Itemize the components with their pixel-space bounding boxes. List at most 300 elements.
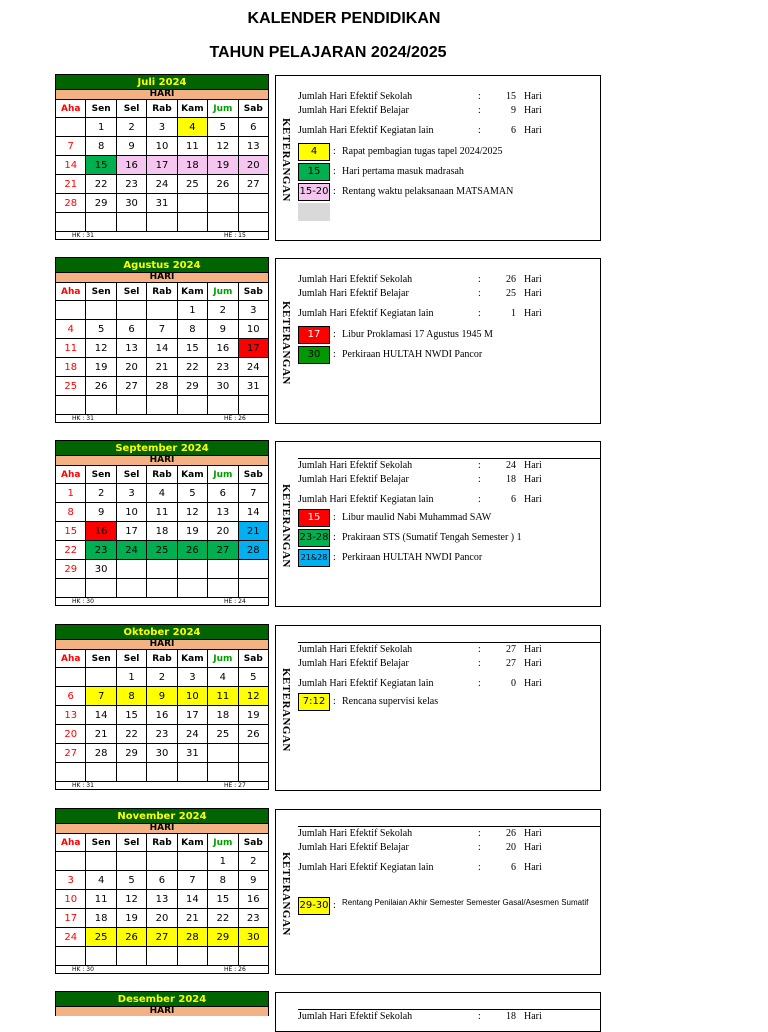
day-name: Aha [56,466,86,484]
stat-label: Jumlah Hari Efektif Belajar [298,842,409,853]
stat-label: Jumlah Hari Efektif Kegiatan lain [298,678,434,689]
date-cell [177,852,207,871]
stat-label: Jumlah Hari Efektif Sekolah [298,828,413,839]
stat-label: Jumlah Hari Efektif Sekolah [298,91,413,102]
date-cell: 16 [116,156,146,175]
date-cell: 11 [208,687,238,706]
day-name: Sab [238,650,268,668]
stat-row [298,125,578,137]
date-cell: 26 [116,928,146,947]
date-cell: 15 [208,890,238,909]
date-cell: 12 [116,890,146,909]
date-cell: 1 [208,852,238,871]
date-cell: 29 [177,377,207,396]
date-cell: 12 [238,687,268,706]
date-cell: 9 [147,687,177,706]
event-description: Perkiraan HULTAH NWDI Pancor [342,349,483,360]
date-cell: 4 [177,118,207,137]
day-name: Sel [116,834,146,852]
date-cell: 4 [208,668,238,687]
event-date-box: 21&28 [298,549,330,567]
date-cell [208,194,238,213]
stat-value: 26 [506,274,516,285]
date-cell: 20 [238,156,268,175]
date-cell: 10 [238,320,268,339]
stat-value: 18 [506,474,516,485]
stat-row [298,862,578,874]
date-cell: 17 [147,156,177,175]
date-cell [238,560,268,579]
stat-value: 24 [506,460,516,471]
date-cell [208,763,238,782]
stat-value: 9 [511,105,516,116]
day-name: Rab [147,100,177,118]
date-cell [147,396,177,415]
date-cell: 19 [238,706,268,725]
day-name: Sel [116,100,146,118]
event-date-box: 15 [298,509,330,527]
date-cell [147,560,177,579]
stat-colon: : [478,91,481,102]
event-date-box: 29-30 [298,897,330,915]
page-subtitle: TAHUN PELAJARAN 2024/2025 [209,44,447,61]
date-cell [86,852,116,871]
stat-label: Jumlah Hari Efektif Sekolah [298,274,413,285]
date-cell: 15 [116,706,146,725]
date-cell [147,213,177,232]
stat-label: Jumlah Hari Efektif Kegiatan lain [298,125,434,136]
day-name: Rab [147,834,177,852]
date-cell: 27 [147,928,177,947]
hk-count: HK : 30 [72,966,94,973]
date-cell [208,396,238,415]
day-name: Sen [86,100,116,118]
day-name: Kam [177,466,207,484]
day-name: Rab [147,650,177,668]
date-cell: 23 [208,358,238,377]
date-cell [116,301,146,320]
day-name: Jum [208,466,238,484]
day-name: Sab [238,834,268,852]
date-cell: 1 [116,668,146,687]
date-cell: 19 [208,156,238,175]
day-name: Jum [208,834,238,852]
date-cell [116,396,146,415]
date-cell [238,763,268,782]
date-cell: 8 [208,871,238,890]
date-cell [116,579,146,598]
date-cell: 21 [238,522,268,541]
date-cell: 10 [56,890,86,909]
date-cell: 17 [238,339,268,358]
date-cell [147,579,177,598]
date-cell [86,763,116,782]
stat-row [298,644,578,656]
event-date-box: 15 [298,163,330,181]
day-name: Sen [86,650,116,668]
date-cell: 21 [86,725,116,744]
stat-unit: Hari [524,842,542,853]
date-cell: 30 [208,377,238,396]
stat-value: 20 [506,842,516,853]
keterangan-label: KETERANGAN [280,668,292,752]
stat-value: 25 [506,288,516,299]
date-cell: 6 [56,687,86,706]
date-cell: 18 [177,156,207,175]
month-footer [55,598,269,606]
date-cell: 5 [238,668,268,687]
stat-value: 1 [511,308,516,319]
event-colon: : [333,166,336,177]
date-cell: 17 [116,522,146,541]
stat-unit: Hari [524,1011,542,1022]
date-cell: 15 [86,156,116,175]
date-cell [177,560,207,579]
stat-unit: Hari [524,308,542,319]
event-colon: : [333,146,336,157]
month-calendar [55,808,269,974]
month-title: Juli 2024 [55,74,269,90]
day-name: Kam [177,834,207,852]
stat-unit: Hari [524,862,542,873]
stat-value: 6 [511,125,516,136]
date-cell: 20 [147,909,177,928]
calendar-grid [55,465,269,598]
date-cell: 11 [56,339,86,358]
date-cell: 12 [177,503,207,522]
he-count: HE : 26 [224,415,246,422]
date-cell [177,947,207,966]
date-cell [238,947,268,966]
stat-colon: : [478,274,481,285]
event-colon: : [333,552,336,563]
calendar-grid [55,833,269,966]
date-cell [177,763,207,782]
date-cell: 20 [116,358,146,377]
day-name: Kam [177,283,207,301]
date-cell: 5 [177,484,207,503]
calendar-grid [55,649,269,782]
date-cell: 14 [86,706,116,725]
date-cell: 7 [86,687,116,706]
stat-row [298,658,578,670]
date-cell: 24 [147,175,177,194]
stat-unit: Hari [524,474,542,485]
stat-value: 18 [506,1011,516,1022]
date-cell: 11 [147,503,177,522]
event-colon: : [333,186,336,197]
date-cell: 3 [177,668,207,687]
date-cell: 2 [116,118,146,137]
date-cell [177,396,207,415]
event-description: Rapat pembagian tugas tapel 2024/2025 [342,146,503,157]
keterangan-label: KETERANGAN [280,118,292,202]
keterangan-panel [275,992,601,1032]
date-cell [86,213,116,232]
date-cell [116,947,146,966]
date-cell: 2 [86,484,116,503]
day-name: Jum [208,100,238,118]
date-cell: 22 [86,175,116,194]
stat-value: 6 [511,862,516,873]
stat-label: Jumlah Hari Efektif Kegiatan lain [298,862,434,873]
hari-label: HARI [55,824,269,833]
date-cell: 18 [147,522,177,541]
keterangan-panel [275,75,601,241]
calendar-grid [55,99,269,232]
date-cell [238,194,268,213]
event-colon: : [333,349,336,360]
date-cell: 2 [208,301,238,320]
date-cell [208,579,238,598]
stat-colon: : [478,828,481,839]
date-cell: 7 [56,137,86,156]
stat-colon: : [478,678,481,689]
date-cell: 18 [56,358,86,377]
calendar-grid [55,282,269,415]
date-cell: 26 [177,541,207,560]
divider [298,458,600,459]
day-name: Rab [147,283,177,301]
stat-row [298,678,578,690]
day-name: Sel [116,283,146,301]
date-cell: 6 [116,320,146,339]
date-cell: 6 [238,118,268,137]
stat-label: Jumlah Hari Efektif Belajar [298,105,409,116]
stat-label: Jumlah Hari Efektif Belajar [298,288,409,299]
date-cell: 14 [56,156,86,175]
date-cell [56,213,86,232]
day-name: Sen [86,466,116,484]
date-cell [147,301,177,320]
month-title: Agustus 2024 [55,257,269,273]
date-cell: 11 [177,137,207,156]
hari-label: HARI [55,456,269,465]
date-cell [208,947,238,966]
date-cell [177,213,207,232]
date-cell: 22 [177,358,207,377]
date-cell: 2 [238,852,268,871]
date-cell [86,301,116,320]
date-cell [177,194,207,213]
date-cell: 29 [56,560,86,579]
date-cell: 29 [208,928,238,947]
stat-row [298,494,578,506]
keterangan-panel [275,809,601,975]
date-cell: 31 [238,377,268,396]
event-description: Hari pertama masuk madrasah [342,166,464,177]
stat-row [298,274,578,286]
date-cell [147,852,177,871]
event-colon: : [333,329,336,340]
date-cell: 24 [238,358,268,377]
stat-row [298,474,578,486]
stat-value: 15 [506,91,516,102]
stat-value: 27 [506,658,516,669]
date-cell [116,852,146,871]
date-cell [56,947,86,966]
stat-unit: Hari [524,91,542,102]
stat-colon: : [478,862,481,873]
day-name: Aha [56,650,86,668]
date-cell: 26 [86,377,116,396]
date-cell: 23 [116,175,146,194]
stat-value: 26 [506,828,516,839]
month-title: Oktober 2024 [55,624,269,640]
date-cell: 3 [147,118,177,137]
stat-unit: Hari [524,105,542,116]
month-calendar [55,257,269,423]
hk-count: HK : 30 [72,598,94,605]
date-cell: 7 [238,484,268,503]
date-cell: 10 [147,137,177,156]
date-cell: 6 [147,871,177,890]
hari-label: HARI [55,640,269,649]
date-cell: 17 [177,706,207,725]
keterangan-panel [275,258,601,424]
date-cell: 9 [86,503,116,522]
event-description: Rentang Penilaian Akhir Semester Semester Gasal/Asesmen Sumatif [342,898,589,907]
day-name: Aha [56,834,86,852]
day-name: Sen [86,283,116,301]
stat-unit: Hari [524,658,542,669]
date-cell: 26 [238,725,268,744]
date-cell: 8 [116,687,146,706]
date-cell: 25 [208,725,238,744]
event-description: Prakiraan STS (Sumatif Tengah Semester ) 1 [342,532,522,543]
event-description: Rencana supervisi kelas [342,696,439,707]
date-cell: 8 [86,137,116,156]
date-cell: 17 [56,909,86,928]
date-cell: 1 [86,118,116,137]
stat-colon: : [478,460,481,471]
event-description: Perkiraan HULTAH NWDI Pancor [342,552,483,563]
day-name: Jum [208,283,238,301]
date-cell: 5 [116,871,146,890]
day-name: Sel [116,466,146,484]
stat-row [298,105,578,117]
date-cell [56,579,86,598]
date-cell: 7 [177,871,207,890]
date-cell [147,763,177,782]
date-cell [238,396,268,415]
date-cell: 14 [238,503,268,522]
month-calendar [55,991,269,1016]
event-colon: : [333,900,336,911]
date-cell: 15 [177,339,207,358]
date-cell [86,668,116,687]
date-cell: 19 [116,909,146,928]
day-name: Sab [238,283,268,301]
stat-row [298,842,578,854]
date-cell: 27 [238,175,268,194]
day-name: Sab [238,466,268,484]
date-cell: 31 [147,194,177,213]
hari-label: HARI [55,1007,269,1016]
date-cell [56,118,86,137]
event-colon: : [333,512,336,523]
date-cell: 16 [147,706,177,725]
date-cell: 23 [86,541,116,560]
date-cell: 13 [147,890,177,909]
stat-row [298,460,578,472]
stat-colon: : [478,474,481,485]
hari-label: HARI [55,273,269,282]
day-name: Kam [177,100,207,118]
date-cell: 28 [56,194,86,213]
date-cell: 11 [86,890,116,909]
date-cell: 21 [177,909,207,928]
date-cell: 4 [147,484,177,503]
date-cell: 9 [208,320,238,339]
date-cell: 30 [116,194,146,213]
hk-count: HK : 31 [72,415,94,422]
date-cell: 20 [208,522,238,541]
date-cell: 16 [208,339,238,358]
stat-unit: Hari [524,644,542,655]
day-name: Kam [177,650,207,668]
event-description: Libur maulid Nabi Muhammad SAW [342,512,492,523]
date-cell [86,396,116,415]
stat-label: Jumlah Hari Efektif Sekolah [298,460,413,471]
date-cell [208,213,238,232]
stat-colon: : [478,125,481,136]
month-title: Desember 2024 [55,991,269,1007]
date-cell: 28 [147,377,177,396]
event-description: Rentang waktu pelaksanaan MATSAMAN [342,186,514,197]
keterangan-label: KETERANGAN [280,852,292,936]
date-cell: 13 [238,137,268,156]
stat-label: Jumlah Hari Efektif Sekolah [298,1011,413,1022]
date-cell: 28 [86,744,116,763]
day-name: Jum [208,650,238,668]
stat-colon: : [478,308,481,319]
date-cell: 23 [147,725,177,744]
date-cell [238,744,268,763]
he-count: HE : 24 [224,598,246,605]
date-cell: 27 [56,744,86,763]
date-cell: 5 [86,320,116,339]
date-cell: 22 [56,541,86,560]
hk-count: HK : 31 [72,232,94,239]
date-cell: 1 [177,301,207,320]
month-calendar [55,624,269,790]
event-date-box: 23-28 [298,529,330,547]
date-cell [208,744,238,763]
divider [298,826,600,827]
stat-unit: Hari [524,678,542,689]
stat-unit: Hari [524,828,542,839]
month-footer [55,232,269,240]
date-cell: 8 [177,320,207,339]
date-cell [86,579,116,598]
date-cell: 14 [177,890,207,909]
date-cell [208,560,238,579]
date-cell: 26 [208,175,238,194]
divider [298,642,600,643]
date-cell: 28 [177,928,207,947]
date-cell: 29 [86,194,116,213]
date-cell: 25 [86,928,116,947]
date-cell: 15 [56,522,86,541]
date-cell: 20 [56,725,86,744]
date-cell: 24 [116,541,146,560]
stat-unit: Hari [524,274,542,285]
divider [298,1009,600,1010]
date-cell [56,668,86,687]
date-cell: 22 [208,909,238,928]
date-cell: 21 [147,358,177,377]
